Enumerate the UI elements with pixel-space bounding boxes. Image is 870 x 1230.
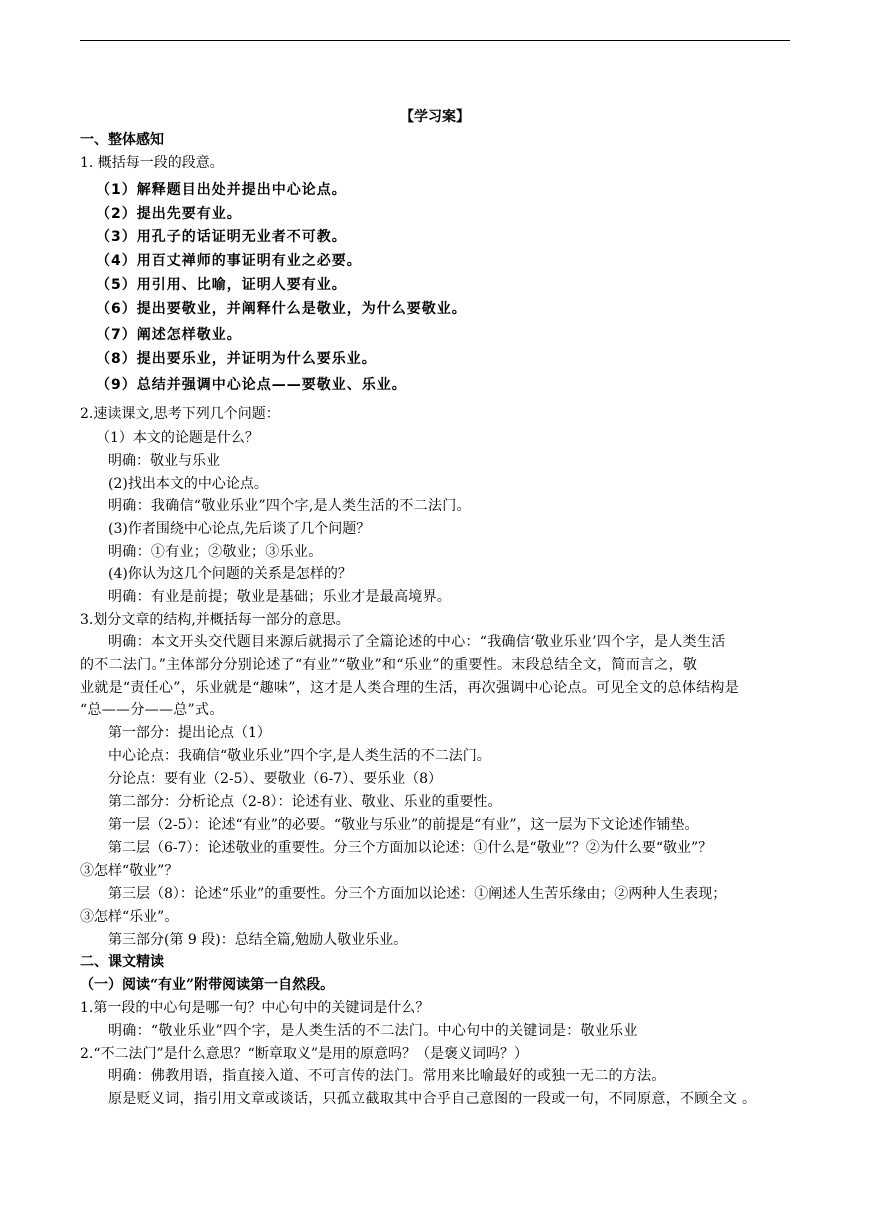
answer: 明确：我确信“敬业乐业”四个字,是人类生活的不二法门。: [108, 498, 471, 514]
subsection-heading: （一）阅读“有业”附带阅读第一自然段。: [80, 977, 335, 993]
summary-item: （6）提出要敬业，并阐释什么是敬业，为什么要敬业。: [96, 301, 467, 317]
structure-line: 分论点：要有业（2-5）、要敬业（6-7）、要乐业（8）: [108, 771, 442, 787]
summary-item: （4）用百丈禅师的事证明有业之必要。: [96, 253, 362, 269]
answer: 明确：佛教用语，指直接入道、不可言传的法门。常用来比喻最好的或独一无二的方法。: [108, 1068, 666, 1084]
question-2-item: （1）本文的论题是什么？: [96, 430, 259, 446]
structure-line: 第三层（8）：论述“乐业”的重要性。分三个方面加以论述：①阐述人生苦乐缘由；②两种人生表现；: [108, 886, 727, 902]
paragraph-line: 明确：本文开头交代题目来源后就揭示了全篇论述的中心：“我确信‘敬业乐业’四个字，是人类生活: [108, 634, 726, 650]
question-2-item: (4)你认为这几个问题的关系是怎样的？: [108, 566, 352, 582]
answer: 明确：“敬业乐业”四个字，是人类生活的不二法门。中心句中的关键词是：敬业乐业: [108, 1023, 638, 1039]
paragraph-line: “总——分——总”式。: [80, 702, 224, 718]
question-2-item: (3)作者围绕中心论点,先后谈了几个问题？: [108, 521, 371, 537]
structure-line: 第二层（6-7）：论述敬业的重要性。分三个方面加以论述：①什么是“敬业”？②为什么要“敬业”？: [108, 840, 713, 856]
summary-item: （1）解释题目出处并提出中心论点。: [96, 182, 347, 198]
summary-item: （3）用孔子的话证明无业者不可教。: [96, 229, 347, 245]
structure-line: 第二部分：分析论点（2-8）：论述有业、敬业、乐业的重要性。: [108, 794, 502, 810]
answer: 原是贬义词，指引用文章或谈话，只孤立截取其中合乎自己意图的一段或一句，不同原意，不顾全文 。: [108, 1091, 757, 1107]
summary-item: （7）阐述怎样敬业。: [96, 327, 242, 343]
question-2-item: (2)找出本文的中心论点。: [108, 476, 268, 492]
summary-item: （2）提出先要有业。: [96, 206, 242, 222]
structure-line: 中心论点：我确信“敬业乐业”四个字,是人类生活的不二法门。: [108, 748, 491, 764]
section-heading-2: 二、课文精读: [80, 954, 164, 970]
structure-line: 第一层（2-5）：论述“有业”的必要。“敬业与乐业”的前提是“有业”，这一层为下文论述作铺垫。: [108, 817, 699, 833]
paragraph-line: 业就是“责任心”，乐业就是“趣味”，这才是人类合理的生活，再次强调中心论点。可见全文的总体结构是: [80, 680, 740, 696]
structure-line: ③怎样“乐业”。: [80, 909, 179, 925]
answer: 明确：敬业与乐业: [108, 453, 220, 469]
summary-item: （5）用引用、比喻，证明人要有业。: [96, 277, 347, 293]
answer: 明确：①有业；②敬业；③乐业。: [108, 544, 323, 560]
reading-question-1: 1.第一段的中心句是哪一句？中心句中的关键词是什么？: [80, 1000, 430, 1016]
summary-item: （8）提出要乐业，并证明为什么要乐业。: [96, 351, 377, 367]
paragraph-line: 的不二法门。”主体部分分别论述了“有业”“敬业”和“乐业”的重要性。末段总结全文，简而言之，敬: [80, 657, 698, 673]
page-title: 【学习案】: [400, 109, 470, 125]
header-rule: [80, 40, 790, 41]
section-heading-1: 一、整体感知: [80, 132, 164, 148]
reading-question-2: 2.“不二法门”是什么意思？“断章取义”是用的原意吗？（是褒义词吗？）: [80, 1046, 528, 1062]
question-1: 1. 概括每一段的段意。: [80, 155, 224, 171]
question-3: 3.划分文章的结构,并概括每一部分的意思。: [80, 612, 350, 628]
structure-line: ③怎样“敬业”？: [80, 863, 179, 879]
summary-item: （9）总结并强调中心论点——要敬业、乐业。: [96, 377, 407, 393]
question-2: 2.速读课文,思考下列几个问题：: [80, 406, 280, 422]
structure-line: 第三部分(第 9 段)：总结全篇,勉励人敬业乐业。: [108, 932, 408, 948]
structure-line: 第一部分：提出论点（1）: [108, 725, 271, 741]
answer: 明确：有业是前提；敬业是基础；乐业才是最高境界。: [108, 589, 452, 605]
